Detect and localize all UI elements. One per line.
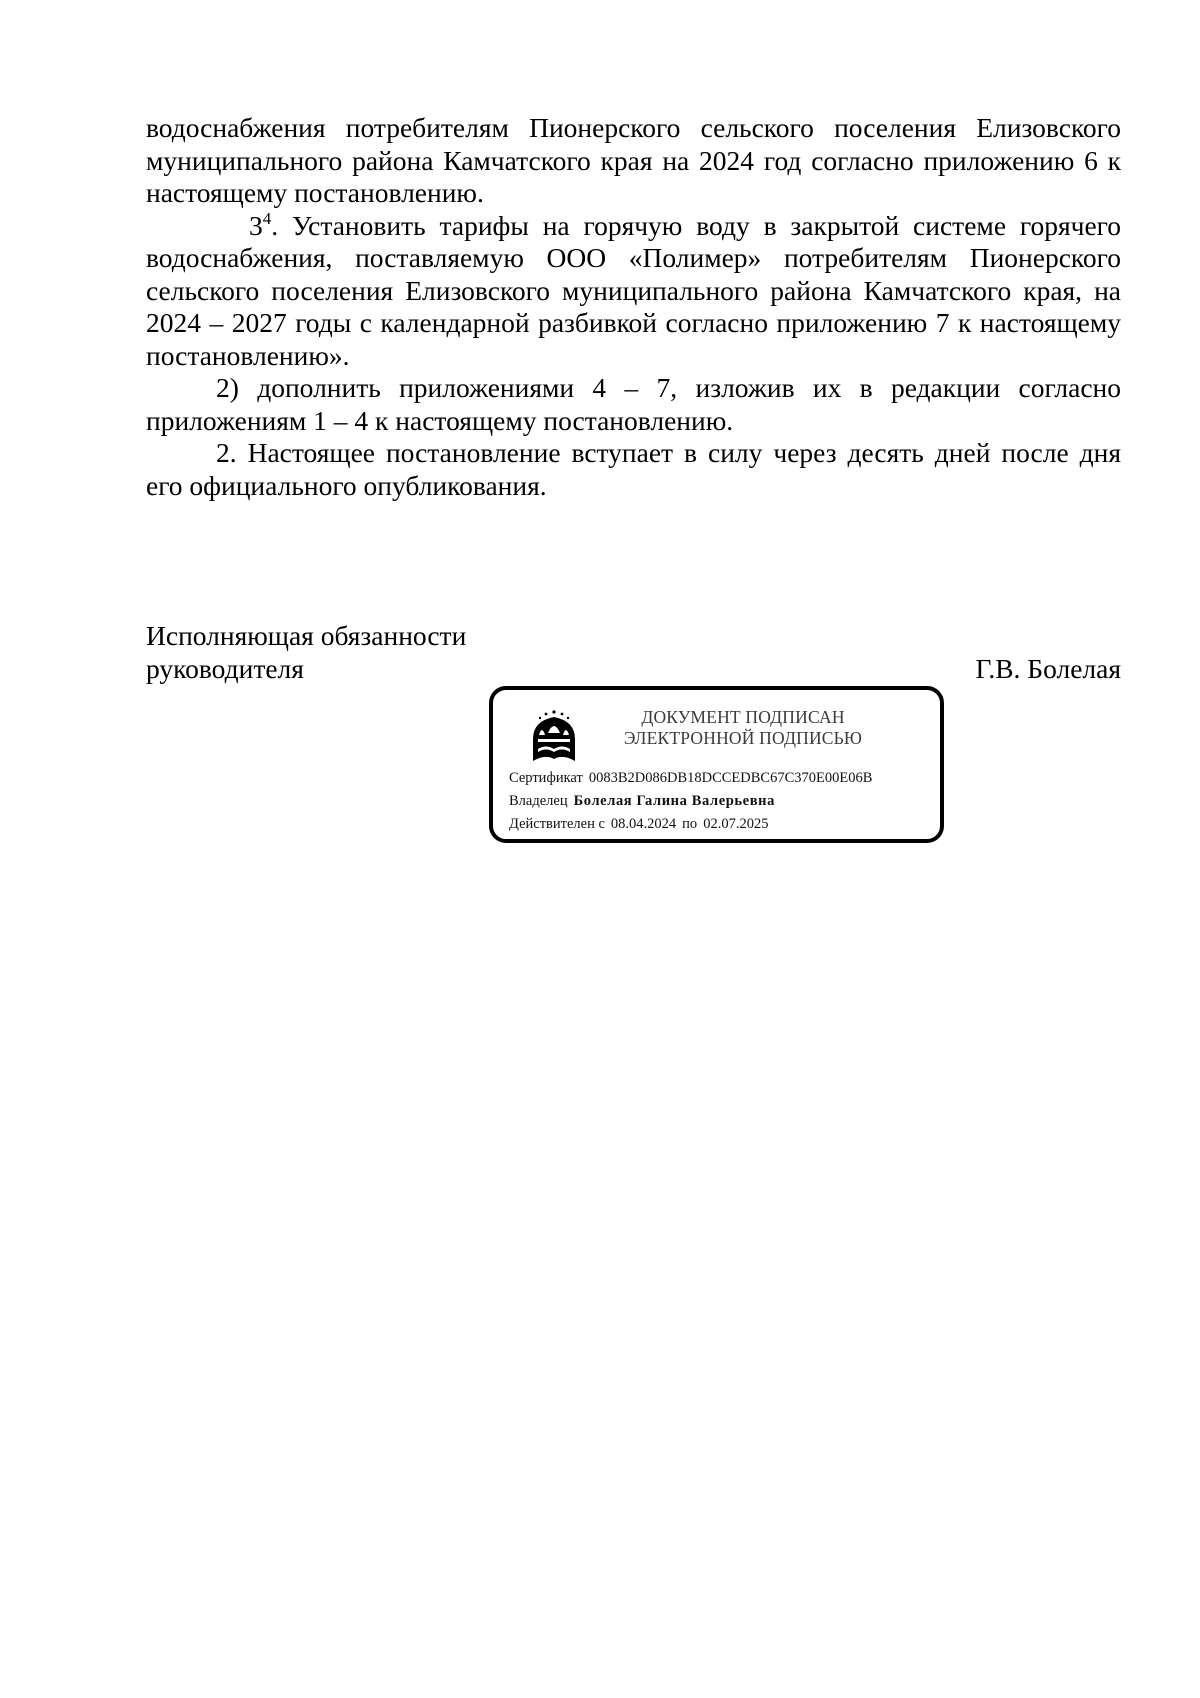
electronic-signature-stamp (489, 686, 944, 843)
valid-from: 08.04.2024 (610, 816, 677, 832)
stamp-header-line2: ЭЛЕКТРОННОЙ ПОДПИСЬЮ (623, 728, 863, 748)
certificate-label: Сертификат (509, 770, 583, 786)
clause-text: Установить тарифы на горячую воду в закрытой системе горячего водоснабжения, поставляемую ООО «Полимер» потребителям Пионерского сельского поселения Елизовского муниципального района Камчатского края, на 2024 – 2027 годы с календарной разбивкой согласно приложению 7 к настоящему постановлению». (146, 209, 1122, 371)
signer-position-line1: Исполняющая обязанности (146, 620, 467, 651)
stamp-header (603, 707, 883, 749)
paragraph-clause-3-4 (146, 210, 1121, 373)
valid-label: Действителен с (509, 816, 605, 832)
paragraph-item-2: 2) дополнить приложениями 4 – 7, изложив их в редакции согласно приложениям 1 – 4 к настоящему постановлению. (146, 372, 1121, 436)
kamchatka-emblem-icon (531, 709, 577, 763)
stamp-header-line1: ДОКУМЕНТ ПОДПИСАН (641, 707, 845, 727)
signer-name: Г.В. Болелая (975, 653, 1121, 684)
stamp-validity-line (509, 816, 768, 833)
stamp-certificate-line (509, 770, 872, 787)
document-body (146, 112, 1121, 502)
clause-separator: . (271, 209, 279, 241)
valid-to-label: по (682, 816, 698, 832)
signature-block (146, 619, 1121, 685)
signer-position-line2: руководителя (146, 653, 304, 684)
clause-superscript: 4 (262, 208, 272, 228)
certificate-value: 0083B2D086DB18DCCEDBC67C370E00E06B (588, 770, 873, 786)
paragraph-effective-date: 2. Настоящее постановление вступает в силу через десять дней после дня его официального опубликования. (146, 437, 1121, 501)
owner-label: Владелец (509, 793, 568, 809)
signature-row (146, 652, 1121, 685)
clause-number: 3 (249, 209, 263, 241)
stamp-owner-line (509, 793, 775, 810)
valid-to: 02.07.2025 (703, 816, 769, 832)
owner-value: Болелая Галина Валерьевна (573, 793, 775, 809)
paragraph-continuation: водоснабжения потребителям Пионерского сельского поселения Елизовского муниципального района Камчатского края на 2024 год согласно приложению 6 к настоящему постановлению. (146, 112, 1121, 208)
